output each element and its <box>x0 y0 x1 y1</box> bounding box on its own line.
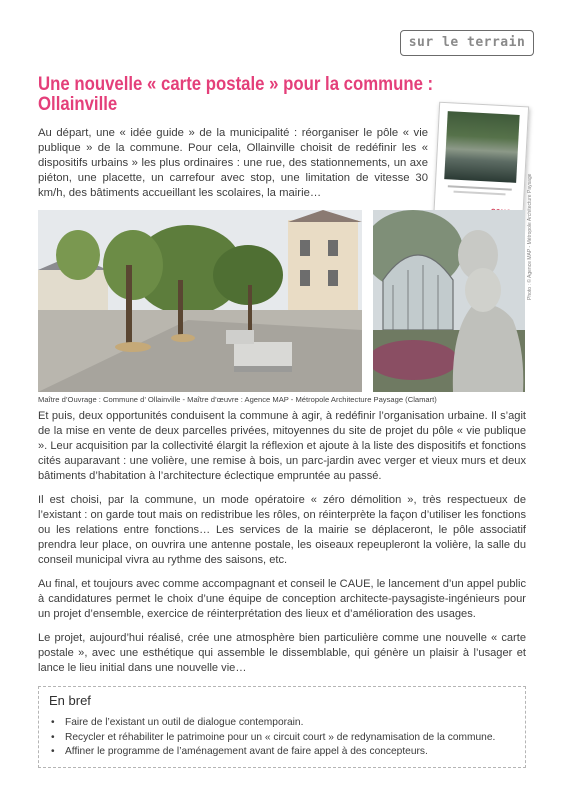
summary-item: • Affiner le programme de l’aménagement avant de faire appel à des concepteurs. <box>51 745 495 760</box>
body-paragraph: Au final, et toujours avec comme accompagnant et conseil le CAUE, le lancement d’un appel public à candidatures permet le choix d’une équipe de conception architecte-paysagiste-ingénieurs pour un projet d’ensemble, exercice de réinterprétation des lieux et d’amélioration des usages. <box>38 578 526 620</box>
body-paragraph: Et puis, deux opportunités conduisent la commune à agir, à redéfinir l’organisation urbaine. Il s’agit de la mise en vente de deux parcelles privées, mitoyennes du site de projet du pôle « vie publique ». Leur acquisition par la collectivité élargit la réflexion et ajoute à la liste des dispositifs et fonctions cités auparavant : une volière, une remise à bois, un parc-jardin avec verger et vieux murs et deux bâtiments d’habitation à l’architecture éclectique empruntée au passé. <box>38 410 526 482</box>
summary-list <box>51 716 495 760</box>
aviary-photo-illustration <box>373 210 525 392</box>
intro-paragraph: Au départ, une « idée guide » de la municipalité : réorganiser le pôle « vie publique » de la commune. Pour cela, Ollainville choisit de redéfinir les « dispositifs urbains » les plus ordinaires : une rue, des stationnements, un axe piéton, une placette, un carrefour avec stop, une limitation de vitesse 30 km/h, des bâtiments accueillant les scolaires, la mairie… <box>38 127 428 199</box>
summary-heading: En bref <box>49 693 91 708</box>
card-photo <box>444 111 519 183</box>
square-photo <box>38 210 362 392</box>
body-paragraph: Le projet, aujourd’hui réalisé, crée une atmosphère bien particulière comme une nouvelle « carte postale », avec une esthétique qui assemble le dissemblable, qui génère un plaisir à l’usager et lance le lieu initial dans une nouvelle vie… <box>38 632 526 674</box>
square-photo-illustration <box>38 210 362 392</box>
photo-credit: Photo : © Agence MAP - Métropole Architecture Paysage <box>527 173 533 300</box>
aviary-statue-photo <box>373 210 525 392</box>
section-tag: sur le terrain <box>400 30 534 56</box>
summary-item: • Faire de l’existant un outil de dialogue contemporain. <box>51 716 495 731</box>
summary-box <box>38 686 526 768</box>
article-title: Une nouvelle « carte postale » pour la commune : Ollainville <box>38 73 434 115</box>
article-body <box>38 409 526 685</box>
body-paragraph: Il est choisi, par la commune, un mode opératoire « zéro démolition », très respectueux de l’existant : on garde tout mais on redistribue les rôles, on réinterprète la façon d’utiliser les fonctions ou les relations entre fonctions… Les services de la mairie se déplaceront, le pôle associatif prendra leur place, on ouvrira une antenne postale, les oiseaux repeupleront la volière, la salle du conseil municipal vivra au rythme des saisons, etc. <box>38 494 526 566</box>
photo-caption: Maître d’Ouvrage : Commune d’ Ollainville - Maître d’œuvre : Agence MAP - Métropole Architecture Paysage (Clamart) <box>38 395 437 404</box>
summary-item: • Recycler et réhabiliter le patrimoine pour un « circuit court » de redynamisation de la commune. <box>51 731 495 746</box>
